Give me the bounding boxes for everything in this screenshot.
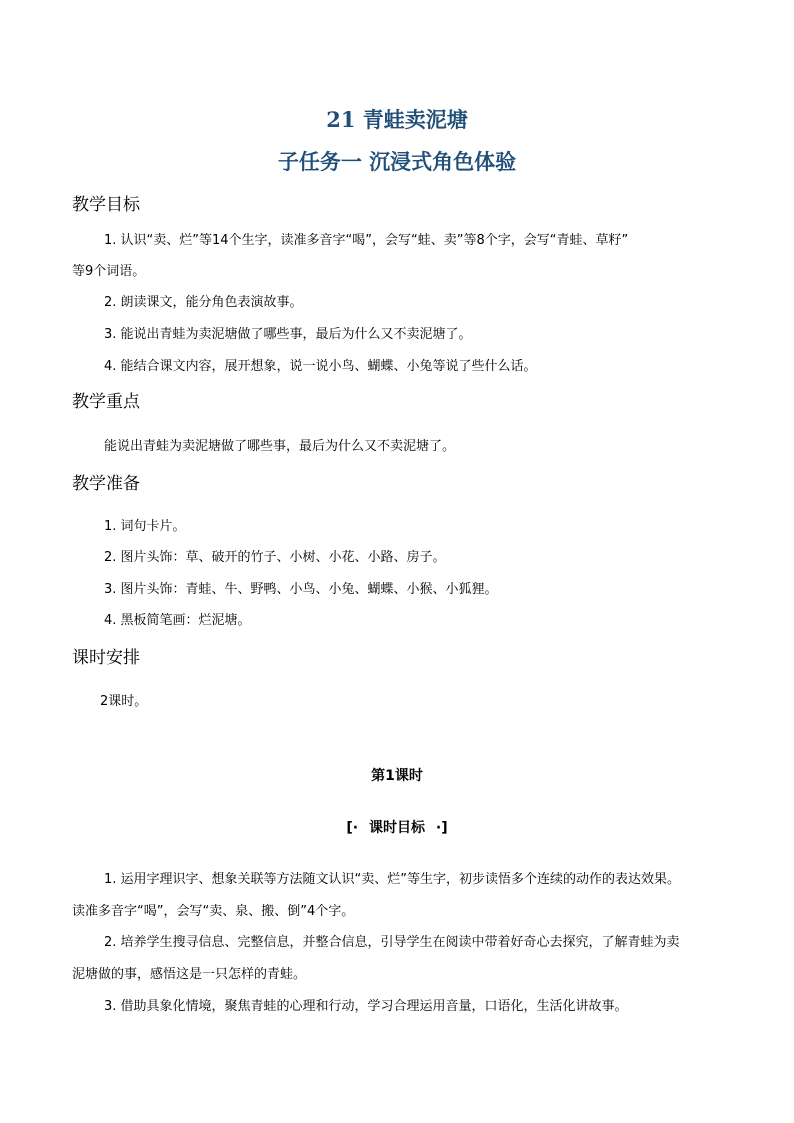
schedule-text: 2课时。 <box>100 694 148 709</box>
goal-item: 3. 能说出青蛙为卖泥塘做了哪些事，最后为什么又不卖泥塘了。 <box>104 327 472 342</box>
section-heading-goals: 教学目标 <box>72 195 140 215</box>
lesson-title: 21 青蛙卖泥塘 <box>326 107 468 132</box>
bracket-right: ·] <box>435 820 448 836</box>
section-heading-focus: 教学重点 <box>72 392 140 412</box>
lesson1-heading: 第1课时 <box>371 768 423 784</box>
prep-item: 3. 图片头饰：青蛙、牛、野鸭、小鸟、小兔、蝴蝶、小猴、小狐狸。 <box>104 582 498 597</box>
goal-item: 4. 能结合课文内容，展开想象，说一说小鸟、蝴蝶、小兔等说了些什么话。 <box>104 359 537 374</box>
goal-item: 2. 朗读课文，能分角色表演故事。 <box>104 295 303 310</box>
lesson1-goal-item: 2. 培养学生搜寻信息、完整信息，并整合信息，引导学生在阅读中带着好奇心去探究，了解青蛙为卖 <box>104 935 680 950</box>
goal-item-continuation: 等9个词语。 <box>72 264 146 279</box>
prep-item: 4. 黑板简笔画：烂泥塘。 <box>104 613 251 628</box>
prep-item: 1. 词句卡片。 <box>104 519 186 534</box>
goal-item: 1. 认识“卖、烂”等14个生字，读准多音字“喝”，会写“蛙、卖”等8个字，会写“青蛙、草籽” <box>104 233 629 248</box>
focus-text: 能说出青蛙为卖泥塘做了哪些事，最后为什么又不卖泥塘了。 <box>104 439 456 454</box>
lesson1-goal-label-box <box>0 817 794 837</box>
lesson-subtitle: 子任务一 沉浸式角色体验 <box>277 149 517 174</box>
lesson1-goal-label: 课时目标 <box>369 820 425 836</box>
section-heading-schedule: 课时安排 <box>72 648 140 668</box>
lesson1-goal-item: 1. 运用字理识字、想象关联等方法随文认识“卖、烂”等生字，初步读悟多个连续的动作的表达效果。 <box>104 872 681 887</box>
lesson1-goal-item: 3. 借助具象化情境，聚焦青蛙的心理和行动，学习合理运用音量，口语化，生活化讲故事。 <box>104 999 628 1014</box>
prep-item: 2. 图片头饰：草、破开的竹子、小树、小花、小路、房子。 <box>104 550 446 565</box>
section-heading-prep: 教学准备 <box>72 474 140 494</box>
lesson1-goal-item-continuation: 泥塘做的事，感悟这是一只怎样的青蛙。 <box>72 967 307 982</box>
bracket-left: [· <box>346 820 359 836</box>
lesson1-goal-item-continuation: 读准多音字“喝”，会写“卖、泉、搬、倒”4个字。 <box>72 904 355 919</box>
